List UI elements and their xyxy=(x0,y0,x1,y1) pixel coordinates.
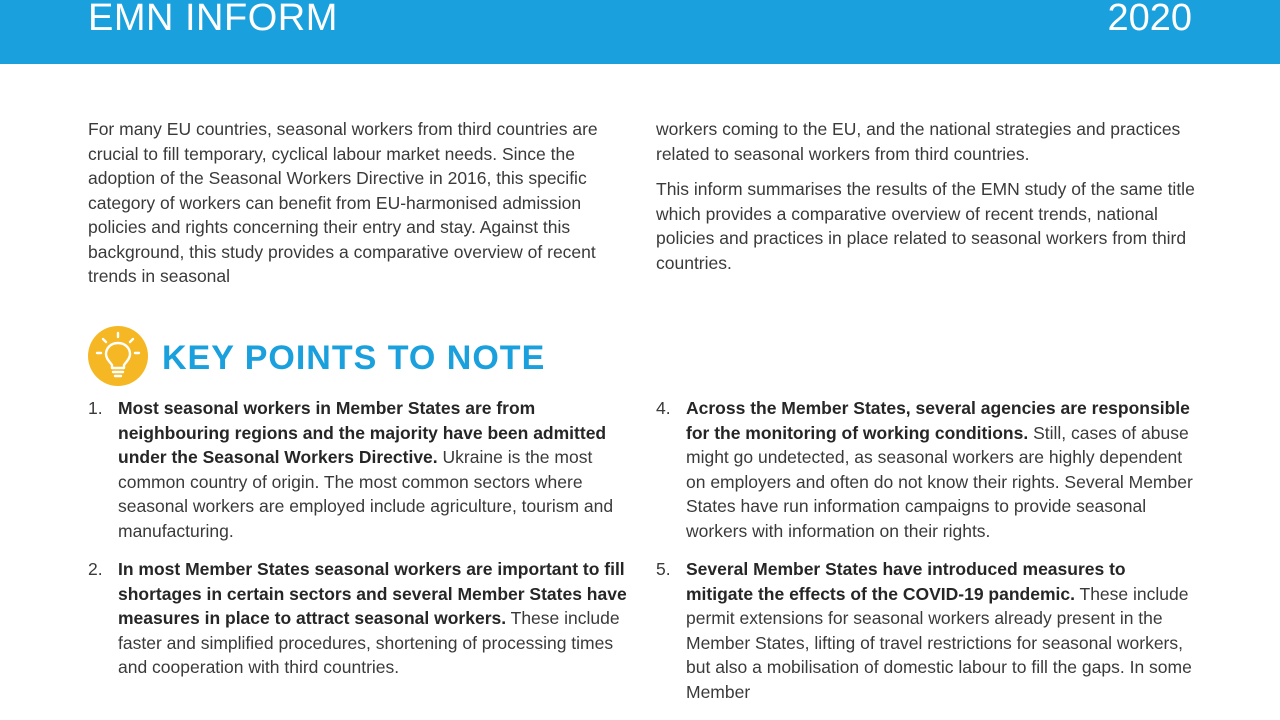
point-number: 1. xyxy=(88,398,103,418)
intro-right-column xyxy=(656,117,1196,275)
key-point-item xyxy=(656,396,1196,543)
document-year: 2020 xyxy=(1107,0,1192,39)
intro-paragraph-continued: workers coming to the EU, and the national strategies and practices related to seasonal workers from third countries. xyxy=(656,119,1181,164)
point-body: These include faster and simplified procedures, shortening of processing times and cooperation with third countries. xyxy=(118,608,620,677)
key-points-title: KEY POINTS TO NOTE xyxy=(162,339,546,377)
key-point-item xyxy=(656,557,1196,704)
key-point-item xyxy=(88,557,628,680)
point-number: 4. xyxy=(656,398,671,418)
document-title: EMN INFORM xyxy=(88,0,338,39)
intro-summary-paragraph: This inform summarises the results of the EMN study of the same title which provides a comparative overview of recent trends, national policies and practices in place related to seasonal workers from third countries. xyxy=(656,179,1195,273)
point-body: These include permit extensions for seasonal workers already present in the Member States, lifting of travel restrictions for seasonal workers, but also a mobilisation of domestic labour to fill the gaps. In some Member xyxy=(686,583,1192,702)
key-points-left-column xyxy=(88,396,628,694)
point-body: Ukraine is the most common country of origin. The most common sectors where seasonal workers are employed include agriculture, tourism and manufacturing. xyxy=(118,447,614,541)
point-number: 2. xyxy=(88,559,103,579)
point-headline: Across the Member States, several agencies are responsible for the monitoring of working conditions. xyxy=(686,398,1190,443)
header-banner xyxy=(0,0,1280,64)
lightbulb-icon xyxy=(88,326,148,386)
intro-left-column xyxy=(88,117,628,289)
point-number: 5. xyxy=(656,559,671,579)
point-headline: Most seasonal workers in Member States are from neighbouring regions and the majority have been admitted under the Seasonal Workers Directive. xyxy=(118,398,607,467)
intro-paragraph: For many EU countries, seasonal workers from third countries are crucial to fill temporary, cyclical labour market needs. Since the adoption of the Seasonal Workers Directive in 2016, this specific category of workers can benefit from EU-harmonised admission policies and rights concerning their entry and stay. Against this background, this study provides a comparative overview of recent trends in seasonal xyxy=(88,119,598,286)
point-headline: Several Member States have introduced measures to mitigate the effects of the COVID-19 pandemic. xyxy=(686,559,1126,604)
point-headline: In most Member States seasonal workers are important to fill shortages in certain sectors and several Member States have measures in place to attract seasonal workers. xyxy=(118,559,627,628)
key-point-item xyxy=(88,396,628,543)
point-body: Still, cases of abuse might go undetected, as seasonal workers are highly dependent on employers and often do not know their rights. Several Member States have run information campaigns to provide seasonal workers with information on their rights. xyxy=(686,422,1193,541)
key-points-right-column xyxy=(656,396,1196,718)
